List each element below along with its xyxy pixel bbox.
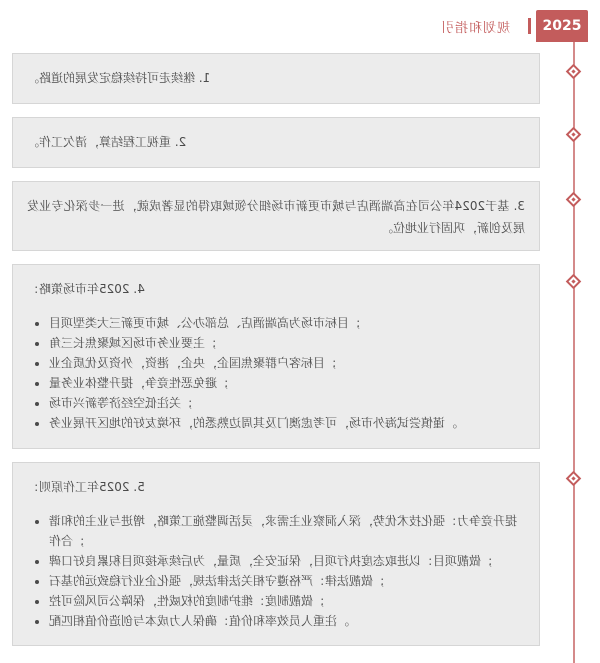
market-strategy-card <box>12 264 540 449</box>
section-title: 规划和指引 <box>440 20 511 36</box>
card-text: 1. 继续走可持续稳定发展的道路。 <box>27 71 211 85</box>
market-strategy-list <box>27 313 525 433</box>
strategy-card-1 <box>12 53 540 104</box>
year-badge: 2025 <box>536 10 588 42</box>
timeline-node-icon <box>566 127 582 143</box>
list-item: • 做靓法律：严格遵守相关法律法规，强化企业行稳致远的基石； <box>49 571 525 591</box>
strategy-card-3 <box>12 181 540 251</box>
header-accent-bar <box>528 18 531 34</box>
list-item: • 做靓项目：以进取态度执行项目，保证安全，质量，为后续承接项目积累良好口碑； <box>49 551 525 571</box>
list-item: • 目标市场为高端酒店、总部办公、城市更新三大类型项目； <box>49 313 525 333</box>
list-item: • 关注低空经济等新兴市场； <box>49 393 525 413</box>
work-principles-list <box>27 511 525 631</box>
list-item: • 目标客户群聚焦国企，央企，港资，外资及优质企业； <box>49 353 525 373</box>
card-heading: 5. 2025年工作原则： <box>27 480 145 494</box>
list-item: • 注重人员效率和价值：确保人力成本与创造价值相匹配。 <box>49 611 525 631</box>
card-heading: 4. 2025年市场策略： <box>27 282 145 296</box>
work-principles-card <box>12 462 540 646</box>
timeline-node-icon <box>566 471 582 487</box>
list-item: • 避免恶性竞争，提升整体业务量； <box>49 373 525 393</box>
strategy-card-2 <box>12 117 540 168</box>
card-text: 3. 基于2024年公司在高端酒店与城市更新市场细分领域取得的显著成就，进一步深化专业发展及创新，巩固行业地位。 <box>27 199 525 235</box>
list-item: • 提升竞争力：强化技术优势，深入洞察业主需求，灵活调整施工策略，增进与业主的和谐合作； <box>49 511 525 551</box>
timeline-node-icon <box>566 192 582 208</box>
timeline-node-icon <box>566 64 582 80</box>
timeline-node-icon <box>566 274 582 290</box>
card-text: 2. 重视工程结算，清欠工作。 <box>27 135 187 149</box>
list-item: • 主要业务市场区域聚焦长三角； <box>49 333 525 353</box>
list-item: • 谨慎尝试海外市场，可考虑澳门及其周边熟悉的，环境友好的地区开展业务。 <box>49 413 525 433</box>
list-item: • 做靓制度：维护制度的权威性，保障公司风险可控； <box>49 591 525 611</box>
